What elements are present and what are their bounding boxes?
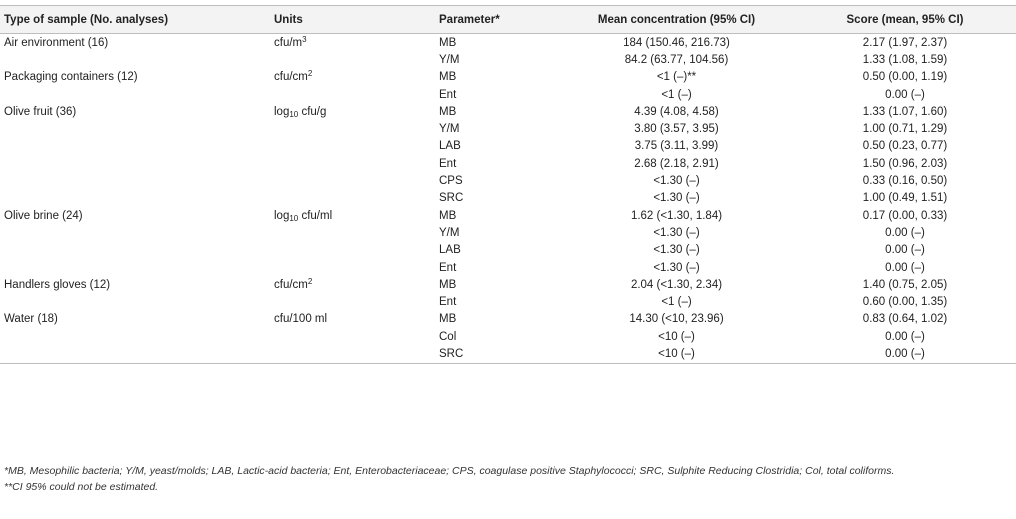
cell-parameter: SRC <box>439 192 464 205</box>
cell-units <box>274 259 439 276</box>
cell-score: 0.83 (0.64, 1.02) <box>862 313 948 326</box>
cell-parameter: MB <box>439 71 457 84</box>
cell-score: 1.00 (0.71, 1.29) <box>862 123 948 136</box>
cell-parameter: MB <box>439 105 457 118</box>
cell-score: 0.00 (–) <box>794 345 1016 363</box>
cell-score: 0.00 (–) <box>885 88 925 101</box>
table-row <box>0 86 1016 103</box>
units-text: cfu/m <box>274 36 303 49</box>
table-row <box>0 224 1016 241</box>
cell-sample: Olive fruit (36) <box>4 105 77 118</box>
cell-sample <box>0 190 274 207</box>
units-text: cfu/cm <box>274 71 308 84</box>
cell-mean: 3.80 (3.57, 3.95) <box>634 123 719 136</box>
table-row <box>0 276 1016 293</box>
header-parameter: Parameter* <box>439 6 559 34</box>
cell-units <box>274 224 439 241</box>
cell-mean: 84.2 (63.77, 104.56) <box>624 53 729 66</box>
table-footnotes <box>4 463 1012 495</box>
cell-parameter: CPS <box>439 175 463 188</box>
cell-parameter: Y/M <box>439 53 460 66</box>
table-body <box>0 34 1016 364</box>
table-row <box>0 259 1016 276</box>
cell-score: 0.00 (–) <box>885 261 925 274</box>
cell-mean: 2.68 (2.18, 2.91) <box>634 157 719 170</box>
table-row <box>0 345 1016 363</box>
header-units: Units <box>274 6 439 34</box>
cell-parameter: Ent <box>439 88 457 101</box>
table-row <box>0 34 1016 52</box>
cell-score: 0.50 (0.23, 0.77) <box>862 140 948 153</box>
cell-parameter: LAB <box>439 244 461 257</box>
units-subscript: 10 <box>289 109 299 119</box>
cell-parameter: Y/M <box>439 226 460 239</box>
cell-score: 0.33 (0.16, 0.50) <box>862 175 948 188</box>
cell-sample <box>0 293 274 310</box>
cell-score: 1.33 (1.08, 1.59) <box>862 53 948 66</box>
units-text: cfu/ml <box>298 209 333 222</box>
cell-parameter: MB <box>439 313 457 326</box>
cell-parameter: MB <box>439 278 457 291</box>
units-subscript: 10 <box>289 213 299 223</box>
cell-units <box>274 155 439 172</box>
cell-sample: Olive brine (24) <box>4 209 83 222</box>
units-text: log <box>274 209 290 222</box>
cell-mean: 4.39 (4.08, 4.58) <box>634 105 719 118</box>
cell-sample <box>0 138 274 155</box>
cell-mean: <1.30 (–) <box>653 261 700 274</box>
cell-score: 1.00 (0.49, 1.51) <box>862 192 948 205</box>
cell-units <box>274 34 439 52</box>
cell-sample <box>0 328 274 345</box>
cell-mean: <1.30 (–) <box>653 244 700 257</box>
table-header <box>0 6 1016 34</box>
cell-sample: Packaging containers (12) <box>4 71 138 84</box>
header-row <box>0 6 1016 34</box>
units-superscript: 2 <box>307 276 313 286</box>
units-text: cfu/g <box>298 105 327 118</box>
cell-sample <box>0 259 274 276</box>
cell-score: 2.17 (1.97, 2.37) <box>862 36 948 49</box>
table-row <box>0 190 1016 207</box>
cell-sample: Handlers gloves (12) <box>4 278 111 291</box>
cell-mean: 2.04 (<1.30, 2.34) <box>630 278 723 291</box>
cell-units <box>274 51 439 68</box>
cell-score: 1.33 (1.07, 1.60) <box>862 105 948 118</box>
cell-parameter: Col <box>439 330 457 343</box>
cell-score: 1.50 (0.96, 2.03) <box>862 157 948 170</box>
cell-mean: <1.30 (–) <box>653 192 700 205</box>
cell-units <box>274 69 439 86</box>
cell-mean: <1 (–) <box>661 88 692 101</box>
table-row <box>0 69 1016 86</box>
cell-parameter: MB <box>439 36 457 49</box>
header-mean: Mean concentration (95% CI) <box>559 6 794 34</box>
cell-units <box>274 311 439 328</box>
cell-units <box>274 293 439 310</box>
units-text: log <box>274 105 290 118</box>
table-row <box>0 311 1016 328</box>
cell-units <box>274 345 439 363</box>
cell-sample <box>0 345 274 363</box>
cell-mean: 14.30 (<10, 23.96) <box>629 313 724 326</box>
cell-parameter: MB <box>439 209 457 222</box>
cell-units <box>274 207 439 224</box>
cell-score: 1.40 (0.75, 2.05) <box>862 278 948 291</box>
cell-units <box>274 242 439 259</box>
units-superscript: 3 <box>302 34 307 44</box>
cell-sample: Air environment (16) <box>4 36 109 49</box>
cell-mean: 3.75 (3.11, 3.99) <box>634 140 719 153</box>
cell-sample <box>0 120 274 137</box>
cell-mean: <10 (–) <box>559 345 794 363</box>
footnote-abbreviations: *MB, Mesophilic bacteria; Y/M, yeast/molds; LAB, Lactic-acid bacteria; Ent, Enterobacteriaceae; CPS, coagulase positive Staphylococci; SRC, Sulphite Reducing Clostridia; Col, total coliforms. <box>4 465 895 477</box>
cell-score: 0.50 (0.00, 1.19) <box>862 71 948 84</box>
cell-sample: Water (18) <box>4 313 58 326</box>
header-score: Score (mean, 95% CI) <box>794 6 1016 34</box>
cell-mean: <1 (–) <box>661 296 692 309</box>
footnote-ci: **CI 95% could not be estimated. <box>4 481 159 493</box>
cell-units <box>274 190 439 207</box>
cell-units <box>274 328 439 345</box>
units-text: cfu/100 ml <box>274 313 328 326</box>
table-row <box>0 120 1016 137</box>
cell-units <box>274 120 439 137</box>
cell-units <box>274 86 439 103</box>
header-sample: Type of sample (No. analyses) <box>0 6 274 34</box>
cell-sample <box>0 172 274 189</box>
table-row <box>0 207 1016 224</box>
cell-parameter: SRC <box>439 345 559 363</box>
cell-mean: 184 (150.46, 216.73) <box>623 36 730 49</box>
cell-units <box>274 276 439 293</box>
cell-mean: <10 (–) <box>658 330 695 343</box>
table-row <box>0 293 1016 310</box>
cell-score: 0.00 (–) <box>885 244 925 257</box>
cell-parameter: Ent <box>439 157 457 170</box>
cell-mean: <1.30 (–) <box>653 226 700 239</box>
cell-sample <box>0 86 274 103</box>
cell-units <box>274 172 439 189</box>
results-table <box>0 5 1016 364</box>
cell-sample <box>0 155 274 172</box>
cell-score: 0.60 (0.00, 1.35) <box>862 296 948 309</box>
cell-mean: <1 (–)** <box>656 71 697 84</box>
table-row <box>0 138 1016 155</box>
cell-mean: <1.30 (–) <box>653 175 700 188</box>
cell-score: 0.00 (–) <box>885 226 925 239</box>
units-superscript: 2 <box>307 69 313 79</box>
cell-mean: 1.62 (<1.30, 1.84) <box>630 209 723 222</box>
cell-parameter: Y/M <box>439 123 460 136</box>
cell-score: 0.17 (0.00, 0.33) <box>862 209 948 222</box>
table-row <box>0 103 1016 120</box>
table-row <box>0 242 1016 259</box>
table-row <box>0 155 1016 172</box>
cell-parameter: Ent <box>439 296 457 309</box>
cell-sample <box>0 51 274 68</box>
cell-score: 0.00 (–) <box>885 330 925 343</box>
table-row <box>0 328 1016 345</box>
cell-units <box>274 103 439 120</box>
cell-sample <box>0 242 274 259</box>
table-row <box>0 172 1016 189</box>
cell-parameter: LAB <box>439 140 461 153</box>
cell-sample <box>0 224 274 241</box>
cell-units <box>274 138 439 155</box>
units-text: cfu/cm <box>274 278 308 291</box>
table-row <box>0 51 1016 68</box>
cell-parameter: Ent <box>439 261 457 274</box>
